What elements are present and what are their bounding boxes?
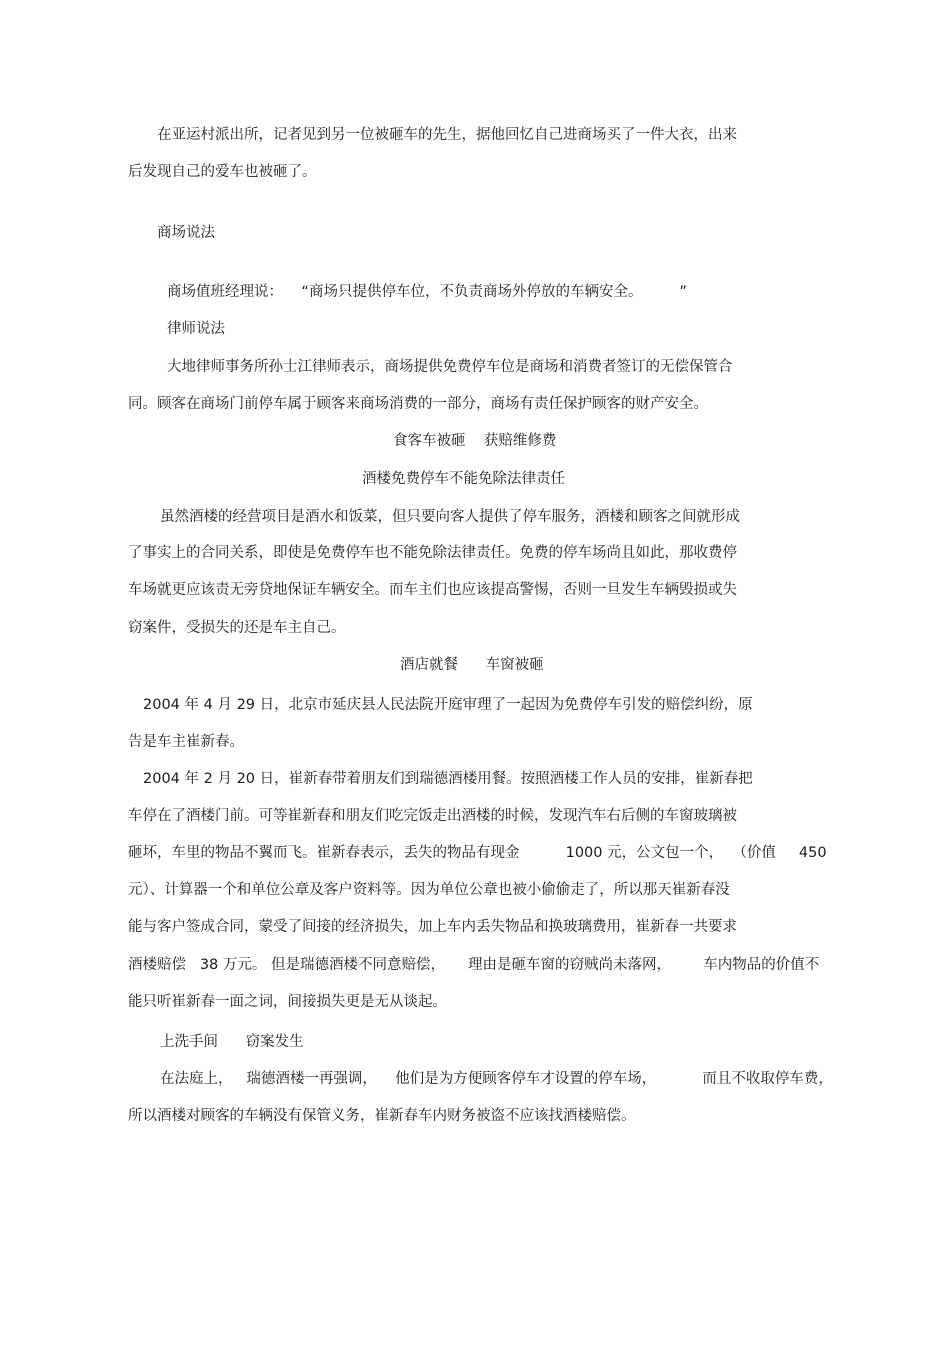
paragraph-line: 2004 年 2 月 20 日，崔新春带着朋友们到瑞德酒楼用餐。按照酒楼工作人员的安排，崔新春把 bbox=[143, 771, 753, 787]
paragraph-line: 能与客户签成合同，蒙受了间接的经济损失，加上车内丢失物品和换玻璃费用，崔新春一共要求 bbox=[128, 919, 737, 935]
paragraph-line: 虽然酒楼的经营项目是酒水和饭菜，但只要向客人提供了停车服务，酒楼和顾客之间就形成 bbox=[160, 509, 740, 525]
paragraph-line: 商场值班经理说： “商场只提供停车位，不负责商场外停放的车辆安全。 ” bbox=[167, 284, 687, 300]
paragraph-line: 所以酒楼对顾客的车辆没有保管义务，崔新春车内财务被盗不应该找酒楼赔偿。 bbox=[128, 1108, 636, 1124]
paragraph-line: 后发现自己的爱车也被砸了。 bbox=[128, 164, 317, 180]
subtitle: 酒楼免费停车不能免除法律责任 bbox=[362, 471, 565, 487]
paragraph-line: 能只听崔新春一面之词，间接损失更是无从谈起。 bbox=[128, 994, 447, 1010]
subtitle: 食客车被砸 获赔维修费 bbox=[393, 433, 557, 449]
paragraph-line: 窃案件，受损失的还是车主自己。 bbox=[128, 620, 346, 636]
paragraph-line: 车场就更应该责无旁贷地保证车辆安全。而车主们也应该提高警惕，否则一旦发生车辆毁损或失 bbox=[128, 582, 737, 598]
paragraph-line: 砸坏，车里的物品不翼而飞。崔新春表示，丢失的物品有现金 1000 元，公文包一个， （价值 450 bbox=[128, 845, 827, 861]
subtitle: 上洗手间 窃案发生 bbox=[160, 1034, 304, 1050]
paragraph-line: 告是车主崔新春。 bbox=[128, 734, 244, 750]
paragraph-line: 元）、计算器一个和单位公章及客户资料等。因为单位公章也被小偷偷走了，所以那天崔新春没 bbox=[128, 882, 730, 898]
paragraph-line: 酒楼赔偿 38 万元。 但是瑞德酒楼不同意赔偿， 理由是砸车窗的窃贼尚未落网， 车内物品的价值不 bbox=[128, 957, 820, 973]
paragraph-line: 同。顾客在商场门前停车属于顾客来商场消费的一部分，商场有责任保护顾客的财产安全。 bbox=[128, 396, 708, 412]
section-heading: 商场说法 bbox=[157, 225, 215, 241]
paragraph-line: 在法庭上， 瑞德酒楼一再强调， 他们是为方便顾客停车才设置的停车场， 而且不收取停车费， bbox=[160, 1071, 833, 1087]
paragraph-line: 2004 年 4 月 29 日，北京市延庆县人民法院开庭审理了一起因为免费停车引发的赔偿纠纷，原 bbox=[143, 697, 753, 713]
section-heading: 律师说法 bbox=[167, 321, 225, 337]
paragraph-line: 了事实上的合同关系，即使是免费停车也不能免除法律责任。免费的停车场尚且如此，那收费停 bbox=[128, 545, 737, 561]
paragraph-line: 大地律师事务所孙士江律师表示，商场提供免费停车位是商场和消费者签订的无偿保管合 bbox=[167, 359, 733, 375]
subtitle: 酒店就餐 车窗被砸 bbox=[400, 657, 544, 673]
paragraph-line: 车停在了酒楼门前。可等崔新春和朋友们吃完饭走出酒楼的时候，发现汽车右后侧的车窗玻璃被 bbox=[128, 808, 737, 824]
paragraph-line: 在亚运村派出所，记者见到另一位被砸车的先生，据他回忆自己进商场买了一件大衣，出来 bbox=[157, 127, 737, 143]
